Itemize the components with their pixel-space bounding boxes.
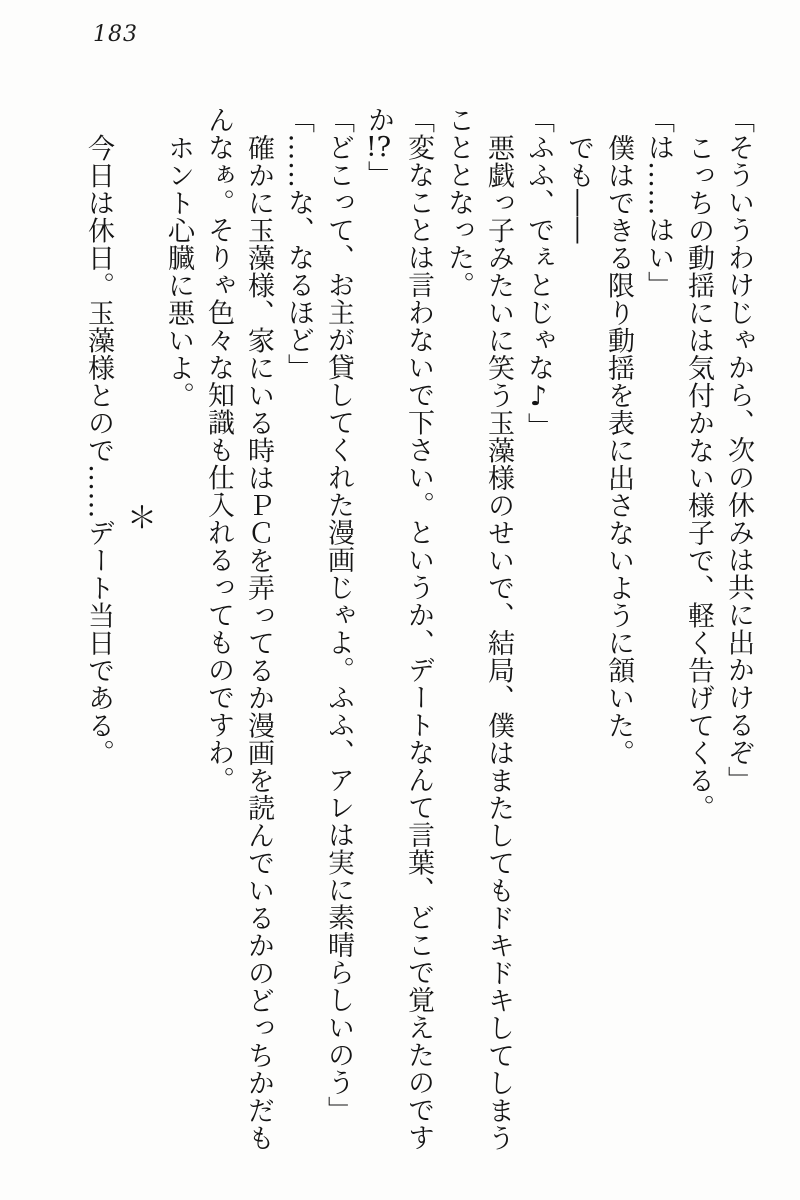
- text-line: 「そういうわけじゃから、次の休みは共に出かけるぞ」: [723, 106, 754, 794]
- text-line: 今日は休日。玉藻様とので……デート当日である。: [83, 134, 114, 767]
- page-number: 183: [93, 22, 138, 47]
- text-line: 「ふふ、でぇとじゃな♪」: [523, 106, 554, 440]
- text-line: こととなった。: [443, 106, 474, 299]
- text-line: 確かに玉藻様、家にいる時はＰＣを弄ってるか漫画を読んでいるかのどっちかだも: [243, 134, 274, 1152]
- text-block: [78, 106, 758, 1156]
- text-line: こっちの動揺には気付かない様子で、軽く告げてくる。: [683, 134, 714, 822]
- text-line: 「どこって、お主が貸してくれた漫画じゃよ。ふふ、アレは実に素晴らしいのう」: [323, 106, 354, 1124]
- text-line: 「……な、なるほど」: [283, 106, 314, 381]
- text-line: 悪戯っ子みたいに笑う玉藻様のせいで、結局、僕はまたしてもドキドキしてしまう: [483, 134, 514, 1152]
- text-line: 「変なことは言わないで下さい。というか、デートなんて言葉、どこで覚えたのです: [403, 106, 434, 1151]
- text-line: でも――: [563, 134, 594, 244]
- tate-chu-yoko-exclamation-question: !?: [365, 133, 392, 161]
- section-break-asterisk: ＊: [121, 502, 156, 533]
- text-line: ホント心臓に悪いよ。: [163, 134, 194, 409]
- text-line: 僕はできる限り動揺を表に出さないように頷いた。: [603, 134, 634, 767]
- text-line: [358, 106, 398, 1156]
- text-segment: か: [363, 106, 394, 134]
- text-line: 「は……はい」: [643, 106, 674, 299]
- text-line: んなぁ。そりゃ色々な知識も仕入れるってものですわ。: [203, 106, 234, 794]
- text-segment: 」: [363, 160, 394, 188]
